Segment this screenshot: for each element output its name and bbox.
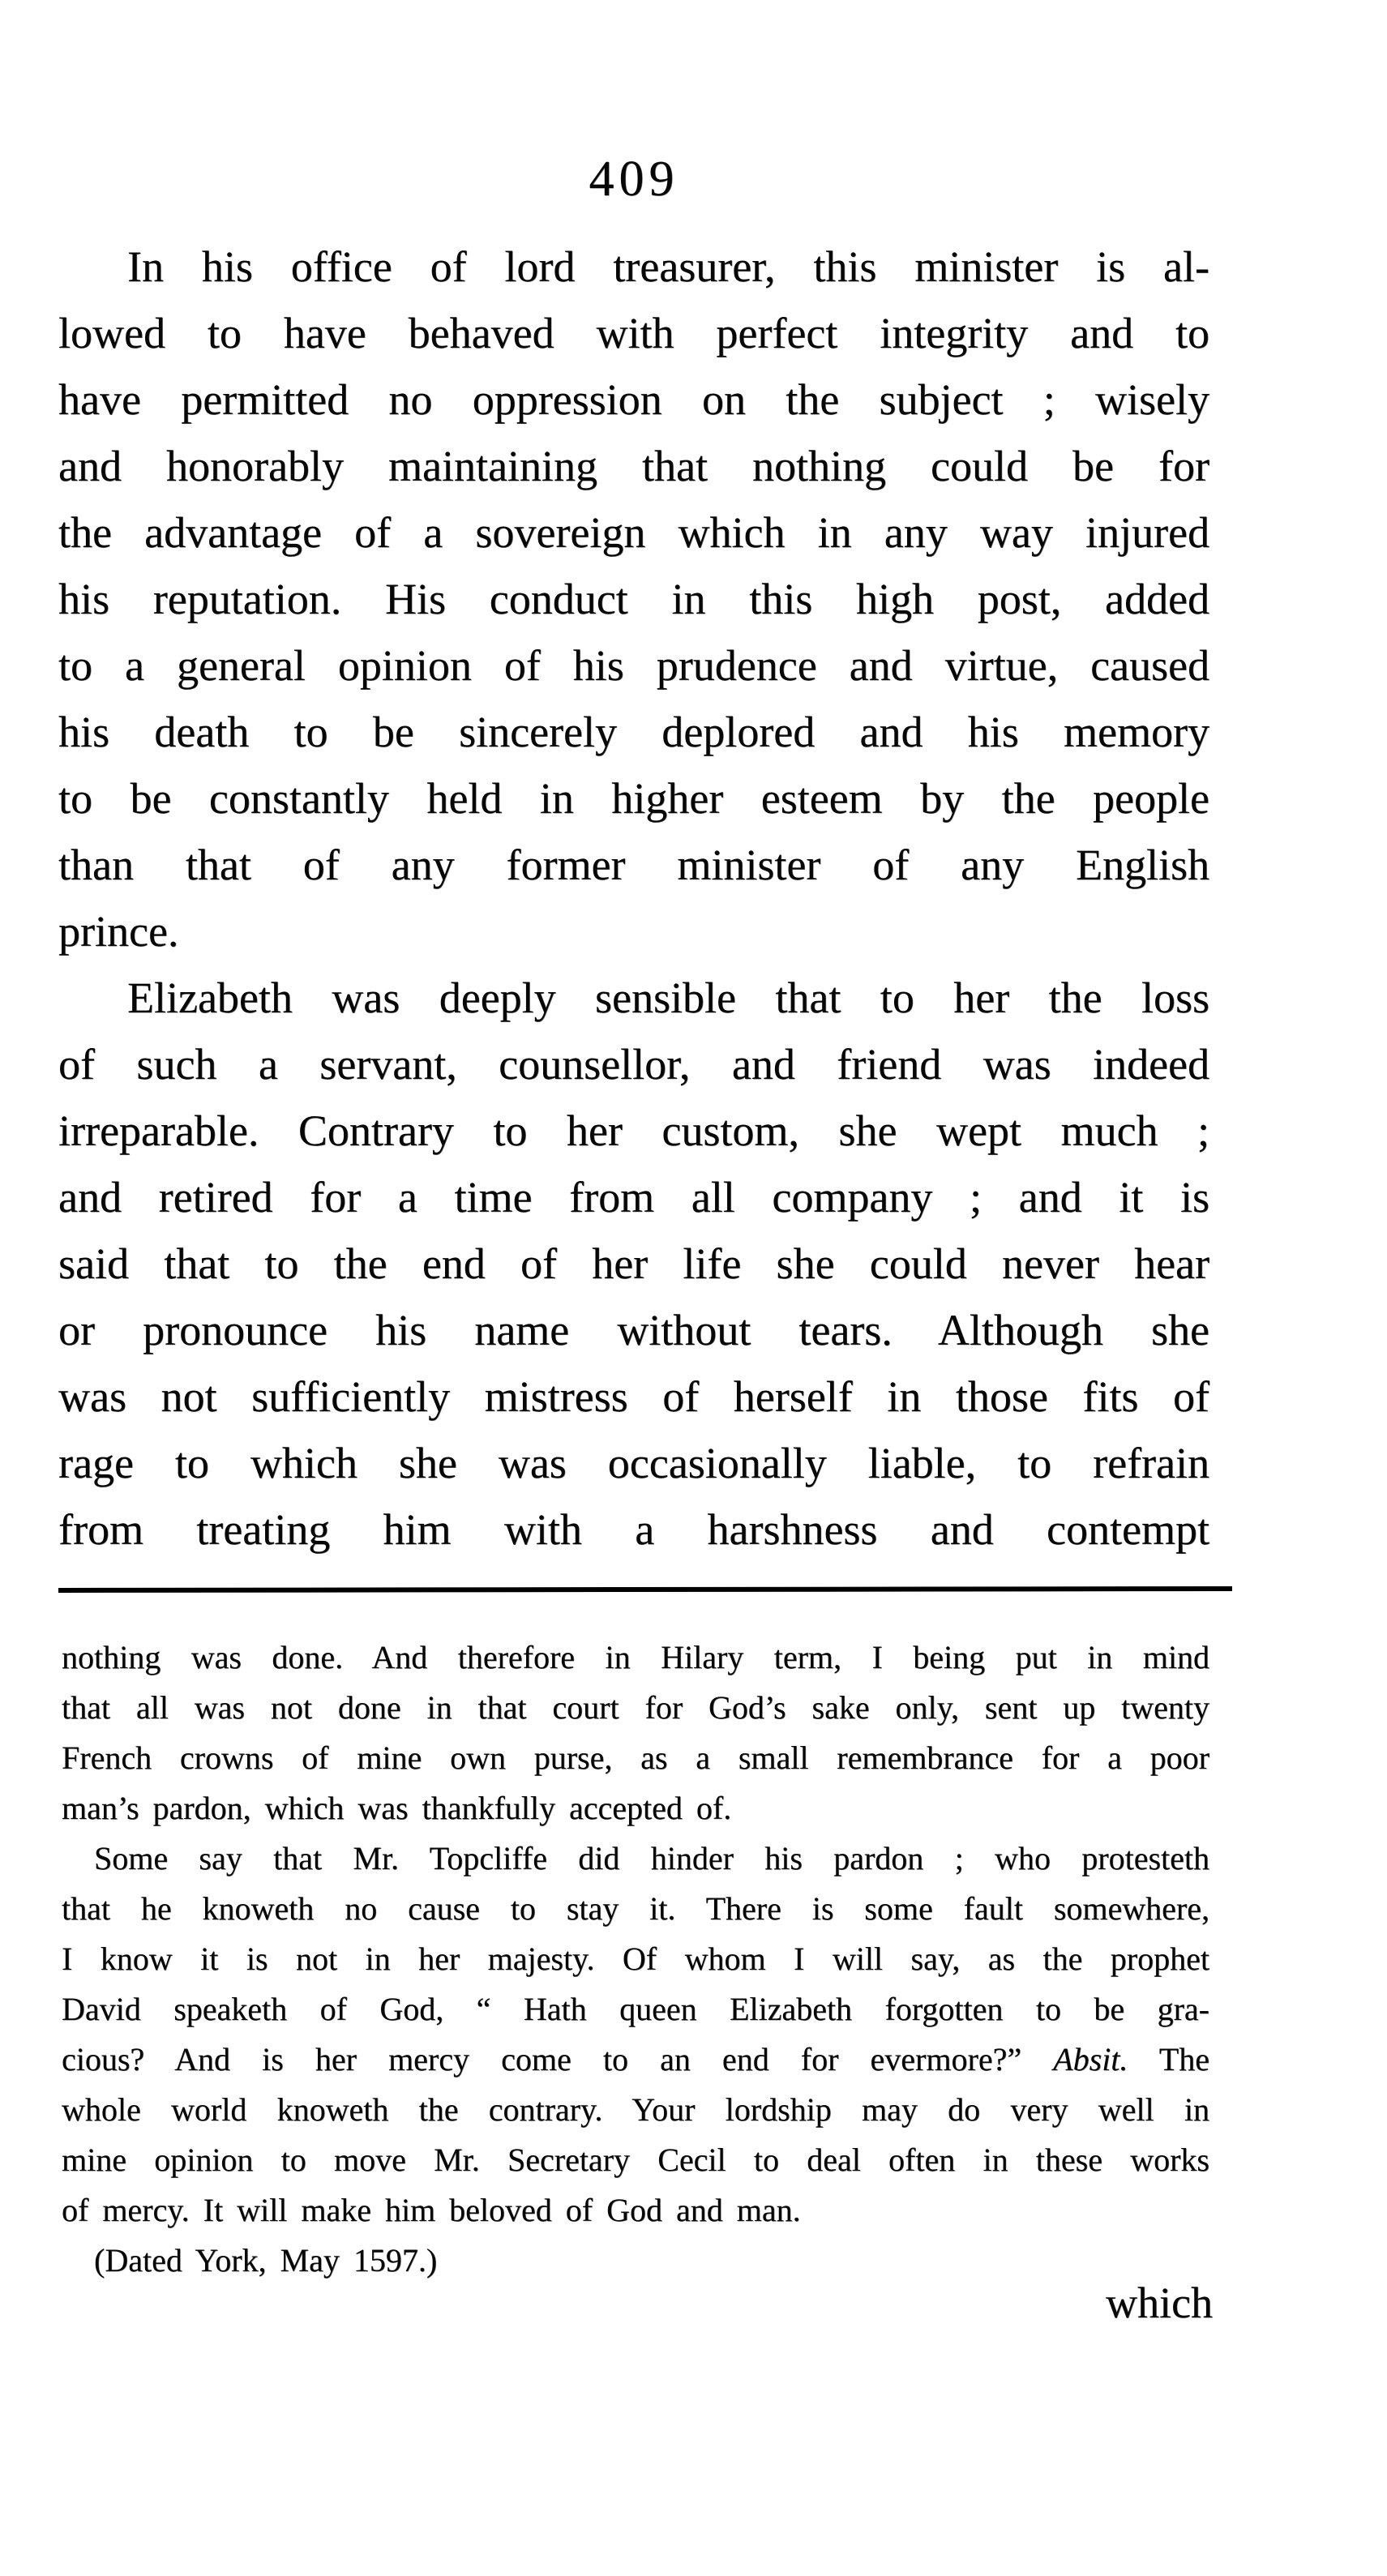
footnote-separator-rule: [58, 1586, 1232, 1593]
text-line: Some say that Mr. Topcliffe did hinder his pardon ; who protesteth: [94, 1840, 1209, 1876]
text-line: his reputation. His conduct in this high post, added: [58, 575, 1209, 623]
text-line: to be constantly held in higher esteem by the people: [58, 774, 1209, 823]
text-line: have permitted no oppression on the subject ; wisely: [58, 375, 1209, 424]
footnote-block: [62, 1632, 1209, 2286]
catchword: which: [1106, 2279, 1213, 2327]
text-line: that he knoweth no cause to stay it. There is some fault somewhere,: [62, 1890, 1209, 1927]
page-number: 409: [589, 152, 679, 207]
text-line: the advantage of a sovereign which in any way injured: [58, 508, 1209, 557]
text-line: rage to which she was occasionally liable, to refrain: [58, 1439, 1209, 1487]
text-line: In his office of lord treasurer, this minister is al-: [127, 242, 1209, 291]
main-text-block: [58, 233, 1209, 1563]
text-line: from treating him with a harshness and contempt: [58, 1505, 1209, 1554]
text-line: to a general opinion of his prudence and virtue, caused: [58, 641, 1209, 690]
text-line: mine opinion to move Mr. Secretary Cecil to deal often in these works: [62, 2142, 1209, 2178]
text-line: whole world knoweth the contrary. Your lordship may do very well in: [62, 2091, 1209, 2128]
text-line: and retired for a time from all company ; and it is: [58, 1173, 1209, 1222]
text-line: that all was not done in that court for God’s sake only, sent up twenty: [62, 1689, 1209, 1726]
text-line: Elizabeth was deeply sensible that to her the loss: [127, 973, 1209, 1022]
text-line: and honorably maintaining that nothing could be for: [58, 442, 1209, 490]
text-line: man’s pardon, which was thankfully accepted of.: [62, 1790, 732, 1826]
text-line: I know it is not in her majesty. Of whom I will say, as the prophet: [62, 1941, 1209, 1977]
text-line: David speaketh of God, “ Hath queen Elizabeth forgotten to be gra-: [62, 1991, 1209, 2027]
text-line: nothing was done. And therefore in Hilary term, I being put in mind: [62, 1639, 1209, 1675]
text-line: of mercy. It will make him beloved of God and man.: [62, 2192, 801, 2228]
text-line: of such a servant, counsellor, and friend was indeed: [58, 1040, 1209, 1089]
text-line: irreparable. Contrary to her custom, she wept much ;: [58, 1106, 1209, 1155]
text-line: prince.: [58, 907, 179, 956]
text-line: (Dated York, May 1597.): [94, 2242, 438, 2279]
text-line: French crowns of mine own purse, as a small remembrance for a poor: [62, 1739, 1209, 1776]
text-line: than that of any former minister of any English: [58, 841, 1209, 889]
text-line: his death to be sincerely deplored and his memory: [58, 708, 1209, 756]
text-line: said that to the end of her life she could never hear: [58, 1239, 1209, 1288]
text-line: cious? And is her mercy come to an end for evermore?” Absit. The: [62, 2041, 1209, 2077]
text-line: or pronounce his name without tears. Although she: [58, 1306, 1209, 1354]
text-line: was not sufficiently mistress of herself in those fits of: [58, 1372, 1209, 1421]
text-line: lowed to have behaved with perfect integrity and to: [58, 309, 1209, 357]
